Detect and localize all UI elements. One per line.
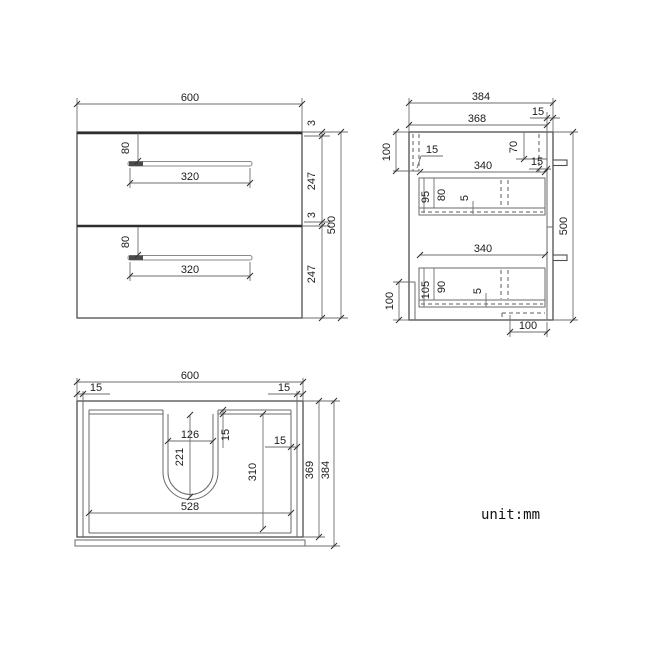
unit-note: unit:mm (481, 507, 541, 523)
side-drawer-top-side-label: 95 (420, 190, 432, 204)
side-drawer-bottom-base-label: 5 (472, 287, 484, 295)
plan-cutout-depth-label: 221 (174, 447, 186, 467)
side-drawer-top-width-label: 340 (473, 160, 493, 172)
side-panel-thickness-label: 15 (531, 106, 545, 118)
plan-inner-depth-label: 310 (247, 462, 259, 482)
plan-inner-width-label: 528 (180, 501, 200, 513)
wall-bracket-bottom (553, 255, 567, 261)
front-gap-top-label: 3 (306, 119, 318, 127)
front-drawer-height-top-label: 247 (306, 171, 318, 191)
handle-bar-bottom (128, 256, 252, 261)
side-drawer-bottom-width-label: 340 (473, 243, 493, 255)
front-gap-mid-label: 3 (306, 211, 318, 219)
side-drawer-bottom-side-label: 105 (420, 280, 432, 300)
plan-depth-label: 384 (320, 460, 332, 480)
plan-edge-right-label: 15 (277, 382, 291, 394)
plan-width-label: 600 (180, 370, 200, 382)
side-drawer-top-base-label: 5 (459, 194, 471, 202)
front-handle-offset-bottom-label: 80 (120, 235, 132, 249)
side-width-label: 384 (471, 91, 491, 103)
front-handle-length-bottom-label: 320 (180, 264, 200, 276)
front-view (74, 92, 348, 321)
front-width-label: 600 (180, 92, 200, 104)
front-handle-length-top-label: 320 (180, 171, 200, 183)
front-drawer-height-bottom-label: 247 (306, 264, 318, 284)
basin-cutout-outer (163, 410, 218, 499)
side-notch-label: 100 (518, 320, 538, 332)
side-inner-width-label: 368 (467, 113, 487, 125)
side-view (381, 91, 578, 337)
plan-edge-left-label: 15 (89, 382, 103, 394)
handle-bar-top (128, 162, 252, 167)
side-drawer-top-inner-label: 80 (436, 188, 448, 202)
side-strip-thickness-label: 15 (425, 144, 439, 156)
side-front-top-label: 100 (381, 142, 393, 162)
plan-depth-inner-label: 369 (304, 460, 316, 480)
side-height-label: 500 (558, 216, 570, 236)
plan-view (74, 370, 340, 549)
front-handle-offset-top-label: 80 (120, 141, 132, 155)
side-rail-height-label: 70 (508, 140, 520, 154)
wall-bracket-top (553, 160, 567, 166)
side-drawer-bottom-inner-label: 90 (436, 280, 448, 294)
side-rail-thickness-label: 15 (530, 156, 544, 168)
side-front-bottom-label: 100 (384, 291, 396, 311)
plan-wall-label: 15 (273, 435, 287, 447)
plan-front-bar (75, 540, 305, 546)
front-height-label: 500 (326, 215, 338, 235)
plan-cutout-width-label: 126 (180, 429, 200, 441)
plan-band-label: 15 (220, 428, 232, 442)
